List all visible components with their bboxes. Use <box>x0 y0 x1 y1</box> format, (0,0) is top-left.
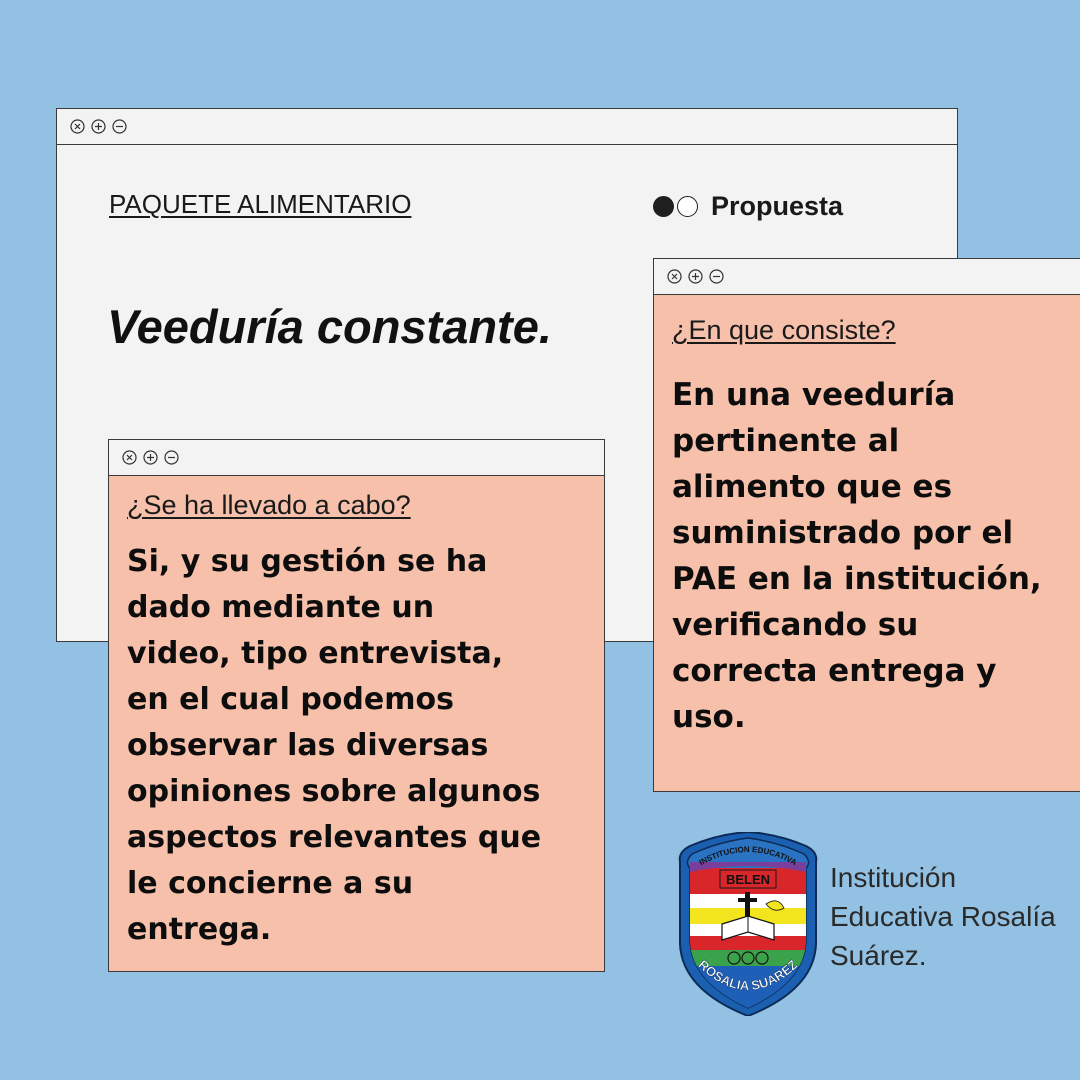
consists-window-body <box>654 295 1080 791</box>
minus-icon[interactable] <box>708 268 725 285</box>
plus-icon[interactable] <box>687 268 704 285</box>
answer-text: En una veeduría pertinente al alimento que es suministrado por el PAE en la institución, verificando su correcta entrega y uso. <box>672 377 1042 735</box>
carried-out-window-titlebar <box>109 440 604 476</box>
close-icon[interactable] <box>69 118 86 135</box>
plus-icon[interactable] <box>90 118 107 135</box>
school-name: Institución Educativa Rosalía Suárez. <box>830 862 1056 971</box>
toggle-dot-filled-icon <box>653 196 674 217</box>
crest-top-text: INSTITUCION EDUCATIVA <box>697 844 799 868</box>
crest-bottom-text: ROSALIA SUAREZ <box>695 956 801 994</box>
answer-text: Si, y su gestión se ha dado mediante un video, tipo entrevista, en el cual podemos observar las diversas opiniones sobre algunos aspectos relevantes que le concierne a su entrega. <box>127 544 542 947</box>
consists-window <box>653 258 1080 792</box>
page-title: Veeduría constante. <box>107 300 552 353</box>
proposal-toggle[interactable] <box>653 191 843 222</box>
question-heading: ¿En que consiste? <box>672 315 896 345</box>
minus-icon[interactable] <box>163 449 180 466</box>
toggle-dot-empty-icon <box>677 196 698 217</box>
close-icon[interactable] <box>666 268 683 285</box>
toggle-label: Propuesta <box>711 191 844 221</box>
minus-icon[interactable] <box>111 118 128 135</box>
carried-out-window <box>108 439 605 972</box>
school-crest-logo <box>674 832 822 1016</box>
main-window-titlebar <box>57 109 957 145</box>
consists-window-titlebar <box>654 259 1080 295</box>
section-label: PAQUETE ALIMENTARIO <box>109 189 412 219</box>
plus-icon[interactable] <box>142 449 159 466</box>
question-heading: ¿Se ha llevado a cabo? <box>127 490 411 520</box>
close-icon[interactable] <box>121 449 138 466</box>
carried-out-window-body <box>109 476 604 971</box>
crest-name: BELEN <box>725 872 771 887</box>
